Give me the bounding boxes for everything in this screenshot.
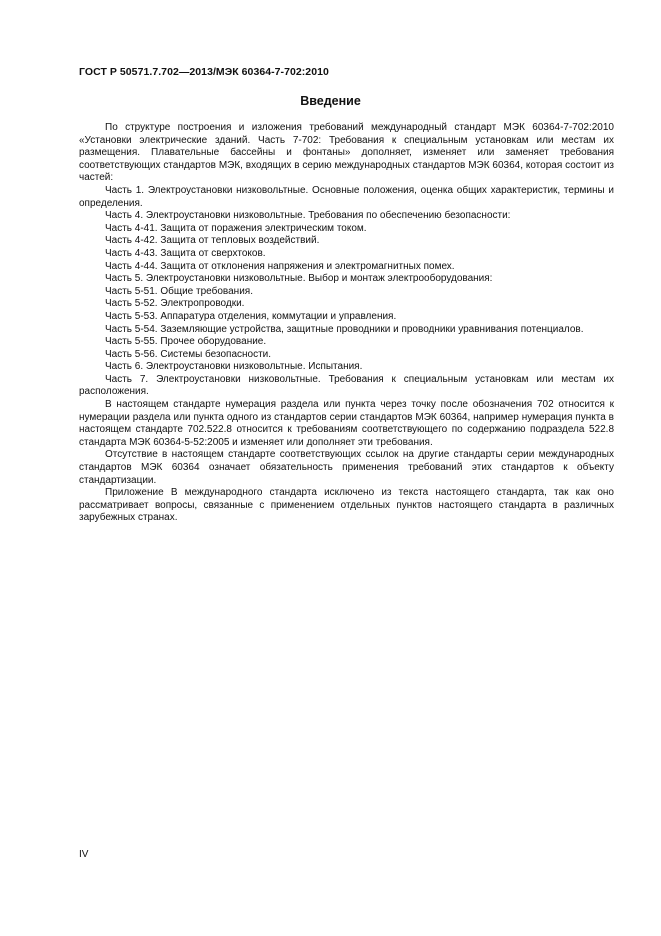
page-number: IV bbox=[79, 849, 89, 860]
paragraph: Часть 7. Электроустановки низковольтные. Требования к специальным установкам или местам их расположения. bbox=[79, 373, 614, 398]
paragraph: Часть 5-53. Аппаратура отделения, коммутации и управления. bbox=[105, 310, 397, 322]
paragraph: Отсутствие в настоящем стандарте соответствующих ссылок на другие стандарты серии международных стандартов МЭК 60364 означает обязательность применения требований этих стандартов к объекту стандартизации. bbox=[79, 449, 614, 486]
paragraph: Часть 4-41. Защита от поражения электрическим током. bbox=[105, 222, 367, 234]
section-title: Введение bbox=[300, 94, 361, 108]
paragraph: Часть 4-42. Защита от тепловых воздействий. bbox=[105, 235, 320, 247]
paragraph: Приложение В международного стандарта исключено из текста настоящего стандарта, так как оно рассматривает вопросы, связанные с применением отдельных пунктов настоящего стандарта в различных зарубежных странах. bbox=[79, 487, 614, 524]
document-header: ГОСТ Р 50571.7.702—2013/МЭК 60364-7-702:2010 bbox=[79, 66, 329, 78]
document-body bbox=[79, 122, 614, 525]
paragraph: Часть 5-52. Электропроводки. bbox=[105, 298, 245, 310]
paragraph: Часть 6. Электроустановки низковольтные. Испытания. bbox=[105, 361, 363, 373]
paragraph: Часть 5-54. Заземляющие устройства, защитные проводники и проводники уравнивания потенциалов. bbox=[105, 323, 584, 335]
paragraph: Часть 4-43. Защита от сверхтоков. bbox=[105, 247, 266, 259]
paragraph: Часть 5-51. Общие требования. bbox=[105, 285, 253, 297]
paragraph: Часть 5. Электроустановки низковольтные. Выбор и монтаж электрооборудования: bbox=[105, 273, 493, 285]
paragraph: По структуре построения и изложения требований международный стандарт МЭК 60364-7-702:2010 «Установки электрические зданий. Часть 7-702: Требования к специальным установкам или местам их размещения. Плавательные бассейны и фонтаны» дополняет, изменяет или заменяет требования соответствующих стандартов МЭК, входящих в серию международных стандартов МЭК 60364, которая состоит из частей: bbox=[79, 122, 614, 184]
paragraph: В настоящем стандарте нумерация раздела или пункта через точку после обозначения 702 относится к нумерации раздела или пункта одного из стандартов серии стандартов МЭК 60364, например нумерация пункта в настоящем стандарте 702.522.8 относится к требованиям соответствующего по содержанию подраздела 522.8 стандарта МЭК 60364-5-52:2005 и изменяет или дополняет эти требования. bbox=[79, 399, 614, 448]
paragraph: Часть 4. Электроустановки низковольтные. Требования по обеспечению безопасности: bbox=[105, 210, 511, 222]
paragraph: Часть 5-55. Прочее оборудование. bbox=[105, 336, 267, 348]
paragraph: Часть 1. Электроустановки низковольтные. Основные положения, оценка общих характеристик, термины и определения. bbox=[79, 184, 614, 209]
paragraph: Часть 5-56. Системы безопасности. bbox=[105, 348, 272, 360]
paragraph: Часть 4-44. Защита от отклонения напряжения и электромагнитных помех. bbox=[105, 260, 455, 272]
